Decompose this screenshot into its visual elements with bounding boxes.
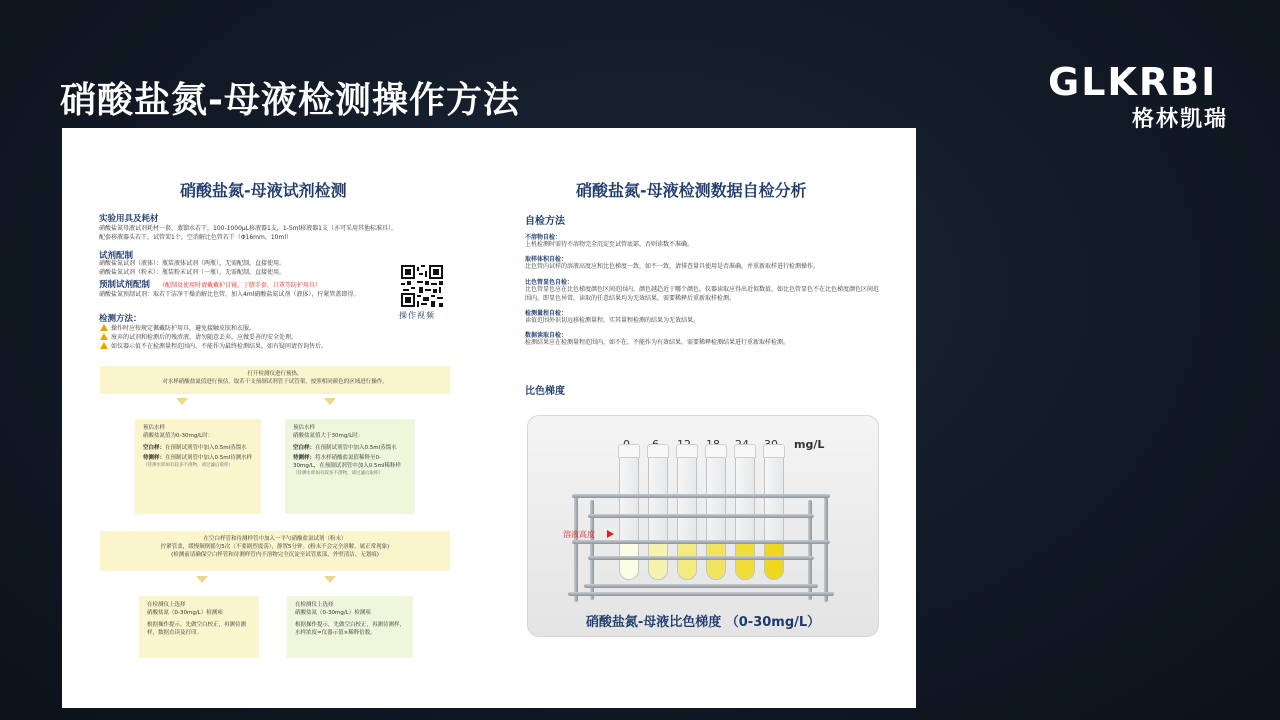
test-tube <box>619 456 639 580</box>
tube-liquid <box>620 543 638 579</box>
arrow-right-icon <box>607 530 614 538</box>
tube-liquid <box>649 543 667 579</box>
check-item-text: 比色管显色应在比色梯度颜色区间范围内，颜色越趋近于哪个颜色，仪器读取应得出近似数值。如比色管显色不在比色梯度颜色区间范围内，即显色异常，读取的任意结果均为无效结果，需要稀释后重新取样检测。 <box>525 286 880 302</box>
arrow-down-icon <box>176 398 188 405</box>
check-item-title: 数据读取自检： <box>525 332 568 339</box>
rack-bar <box>588 556 814 560</box>
materials-title: 实验用具及耗材 <box>99 214 159 224</box>
test-tube <box>648 456 668 580</box>
warning-icon <box>100 342 108 349</box>
qr-code[interactable] <box>401 265 443 307</box>
rack-bar <box>572 494 830 498</box>
test-tube <box>735 456 755 580</box>
rack-bar <box>572 540 830 544</box>
photo-caption: 硝酸盐氮-母液比色梯度 （0-30mg/L） <box>585 615 821 630</box>
reagent-line-1: 硝酸盐氮试剂（液体）：瓶装液体试剂（两瓶），无需配制，直接使用。 <box>99 260 286 267</box>
method-title: 检测方法： <box>99 314 142 324</box>
prep-text: 硝酸盐氮预制试剂：取若干洁净干燥消解比色管，加入4ml硝酸盐氮试剂（液体），拧紧管盖即得。 <box>99 291 360 298</box>
box-range-low: 预估水样 硝酸盐氮值为0-30mg/L时： 空白样：在预制试剂管中加入0.5ml蒸馏水 待测样：在预制试剂管中加入0.5ml待测水样 （待测水样如有较多不溶物，请过滤后取样） <box>135 419 261 514</box>
check-item-title: 取样体积自检： <box>525 256 568 263</box>
tube-cap <box>618 444 640 458</box>
tube-cap <box>705 444 727 458</box>
check-item-title: 检测量程自检： <box>525 310 568 317</box>
unit-label: mg/L <box>794 438 825 451</box>
test-tube <box>677 456 697 580</box>
tube-cap <box>734 444 756 458</box>
arrow-down-icon <box>324 398 336 405</box>
logo-mark: GLKRBI <box>1048 60 1218 104</box>
box-result-low: 在检测仪上选择 硝酸盐氮（0-30mg/L）检测项 根据操作提示，先做空白校正，再测待测样，数据直读及打印。 <box>139 596 259 658</box>
flow-step-preheat: 打开检测仪进行预热， 对水样硝酸盐氮值进行预估，取若干支预制试剂管于试管架，按照相同颜色的区域进行操作。 <box>100 366 450 394</box>
check-item-text: 上机检测时需待不溶物完全沉淀至试管底部，否则读数不准确。 <box>525 241 694 248</box>
logo-chinese-name: 格林凯瑞 <box>1131 107 1228 132</box>
tube-liquid <box>765 543 783 579</box>
warning-icon <box>100 324 108 331</box>
prep-warning: （配制及使用时请戴戴护目镜，丁腈手套，口罩等防护用具） <box>159 282 322 289</box>
rack-bar <box>584 584 818 588</box>
page-title: 硝酸盐氮-母液检测操作方法 <box>60 80 520 121</box>
test-tube <box>706 456 726 580</box>
self-check-title: 自检方法 <box>525 216 565 227</box>
solution-level-label: 溶液高度 <box>563 530 595 539</box>
right-heading: 硝酸盐氮-母液检测数据自检分析 <box>576 181 807 200</box>
rack-bar <box>568 592 834 596</box>
check-item-text: 读值范围外识切远移检测量程，实其量程检测的结果为无效结果。 <box>525 317 700 324</box>
box-result-high: 在检测仪上选择 硝酸盐氮（0-30mg/L）检测项 根据操作提示，先做空白校正，再测待测样，水样浓度=仪器示值×稀释倍数。 <box>287 596 413 658</box>
arrow-down-icon <box>196 576 208 583</box>
tube-liquid <box>707 543 725 579</box>
test-tube <box>764 456 784 580</box>
box-range-high: 预估水样 硝酸盐氮值大于30mg/L时： 空白样：在预制试剂管中加入0.5ml蒸馏水 待测样：将水样硝酸盐氮值稀释至0-30mg/L，在预制试剂管中加入0.5ml稀释样 （待测水样如有较多不溶物，请过滤后取样） <box>285 419 415 514</box>
left-heading: 硝酸盐氮-母液试剂检测 <box>180 181 347 200</box>
prep-title: 预制试剂配制 <box>99 280 151 290</box>
tube-cap <box>763 444 785 458</box>
check-item-text: 检测结果应在检测量程范围内，如不在，不能作为有效结果，需要稀释检测结果进行重新取样检测。 <box>525 339 790 346</box>
tube-liquid <box>678 543 696 579</box>
document-image <box>62 128 916 708</box>
rack-post <box>574 494 578 602</box>
company-logo <box>1048 62 1232 138</box>
check-item-text: 比色管内试样的溶液高度应和比色梯度一致，如不一致，请排查量具使用是否准确，并重新取样进行检测操作。 <box>525 263 820 270</box>
flow-step-powder: 在空白样管和待测样管中加入一平勺硝酸盐氮试剂（粉末） 拧紧管盖，缓慢颠倒摇匀5次（不要剧烈震荡），静置5分钟。(粉末不会完全溶解，属正常现象) (检测前请确保空白样管和待测样管内不溶物完全沉淀至试管底部，外壁清洁、无划痕) <box>100 531 450 571</box>
warning-item: 如仪器示值不在检测量程范围内，不能作为最终检测结果。如有疑问请咨询售后。 <box>100 341 327 350</box>
check-item-title: 不溶物自检： <box>525 234 562 241</box>
tube-cap <box>676 444 698 458</box>
reagent-title: 试剂配制 <box>99 251 134 261</box>
warning-item: 操作时应按规定佩戴防护用具，避免接触皮肤和衣服。 <box>100 323 255 332</box>
warning-item: 废弃的试剂和检测后的残渣液，请勿随意丢弃，应做妥善的安全处理。 <box>100 332 297 341</box>
color-gradient-photo <box>527 415 879 637</box>
tube-liquid <box>736 543 754 579</box>
rack-post <box>824 494 828 602</box>
gradient-title: 比色梯度 <box>525 386 565 397</box>
tube-cap <box>647 444 669 458</box>
reagent-line-2: 硝酸盐氮试剂（粉末）：瓶装粉末试剂（一瓶），无需配制，直接使用。 <box>99 269 286 276</box>
rack-bar <box>588 514 814 518</box>
warning-icon <box>100 333 108 340</box>
arrow-down-icon <box>324 576 336 583</box>
check-item-title: 比色管显色自检： <box>525 279 574 286</box>
materials-text: 硝酸盐氮母液试剂耗材一套、蒸馏水若干，100-1000μL移液器1支，1-5ml移液器1支（亦可采用其他标准具），配套移液器头若干，试管架1个，空消解比色管若干（Φ16mm，10ml） <box>99 225 397 241</box>
qr-label: 操作视频 <box>399 311 435 320</box>
